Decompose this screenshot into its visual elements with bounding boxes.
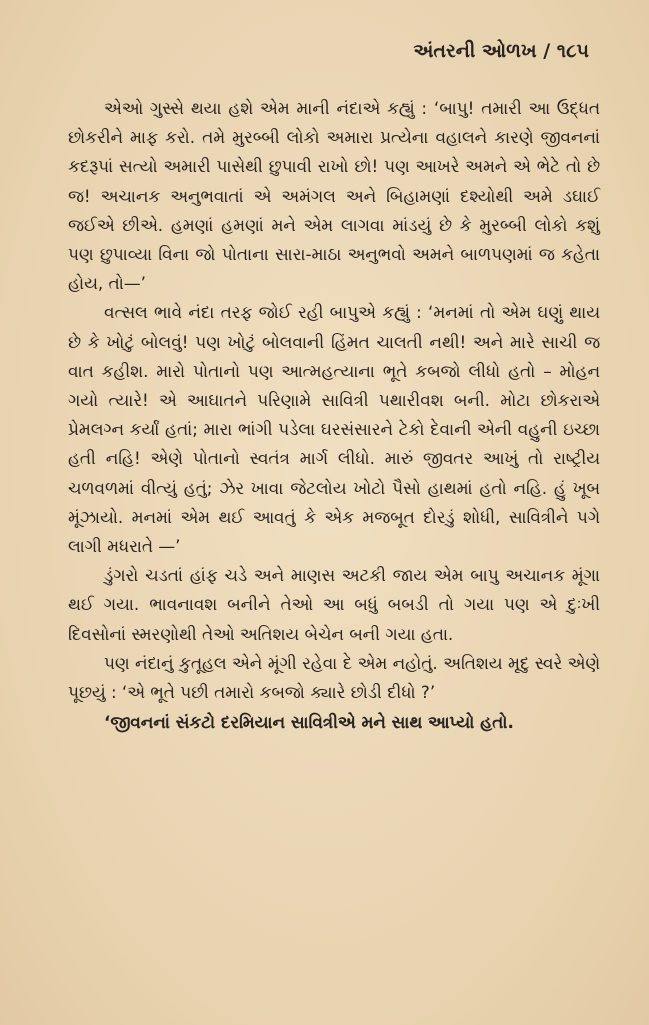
running-header: અંતરની ઓળખ / ૧૮૫ [413, 40, 589, 62]
paragraph-3: ડુંગરો ચડતાં હાંફ ચડે અને માણસ અટકી જાય એમ બાપુ અચાનક મૂંગા થઈ ગયા. ભાવનાવશ બનીને તેઓ આ બધું બબડી તો ગયા પણ એ દુઃખી દિવસોનાં સ્મરણોથી તેઓ અતિશય બેચેન બની ગયા હતા. [68, 565, 600, 644]
page-body [68, 94, 600, 737]
paragraph-4: પણ નંદાનું કુતૂહલ એને મૂંગી રહેવા દે એમ નહોતું. અતિશય મૃદુ સ્વરે એણે પૂછયું : ‘એ ભૂતે પછી તમારો કબજો ક્યારે છોડી દીધો ?’ [68, 652, 600, 703]
paragraph-2: વત્સલ ભાવે નંદા તરફ જોઈ રહી બાપુએ કહ્યું : ‘મનમાં તો એમ ઘણું થાય છે કે ખોટું બોલવું! પણ ખોટું બોલવાની હિંમત ચાલતી નથી! અને મારે સાચી જ વાત કહીશ. મારો પોતાનો પણ આત્મહત્યાના ભૂતે કબજો લીધો હતો – મોહન ગયો ત્યારે! એ આઘાતને પરિણામે સાવિત્રી પથારીવશ બની. મોટા છોકરાએ પ્રેમલગ્ન કર્યાં હતાં; મારા ભાંગી પડેલા ઘરસંસારને ટેકો દેવાની એની વહુની ઇચ્છા હતી નહિ! એણે પોતાનો સ્વતંત્ર માર્ગ લીધો. મારું જીવતર આખું તો રાષ્ટ્રીય ચળવળમાં વીત્યું હતું; ઝેર ખાવા જેટલોય ખોટો પૈસો હાથમાં હતો નહિ. હું ખૂબ મૂંઝાયો. મનમાં એમ થઈ આવતું કે એક મજબૂત દોરડું શોધી, સાવિત્રીને પગે લાગી મધરાતે —’ [68, 302, 600, 557]
paragraph-1: એઓ ગુસ્સે થયા હશે એમ માની નંદાએ કહ્યું : ‘બાપુ! તમારી આ ઉદ્ધત છોકરીને માફ કરો. તમે મુરબ્બી લોકો અમારા પ્રત્યેના વહાલને કારણે જીવનનાં કદરૂપાં સત્યો અમારી પાસેથી છુપાવી રાખો છો! પણ આખરે અમને એ ભેટે તો છે જ! અચાનક અનુભવાતાં એ અમંગલ અને બિહામણાં દશ્યોથી અમે ડઘાઈ જઈએ છીએ. હમણાં હમણાં મને એમ લાગવા માંડયું છે કે મુરબ્બી લોકો કશું પણ છુપાવ્યા વિના જો પોતાના સારા-માઠા અનુભવો અમને બાળપણમાં જ કહેતા હોય, તો—’ [68, 98, 600, 294]
paragraph-5: ‘જીવનનાં સંકટો દરમિયાન સાવિત્રીએ મને સાથ આપ્યો હતો. [104, 712, 514, 733]
